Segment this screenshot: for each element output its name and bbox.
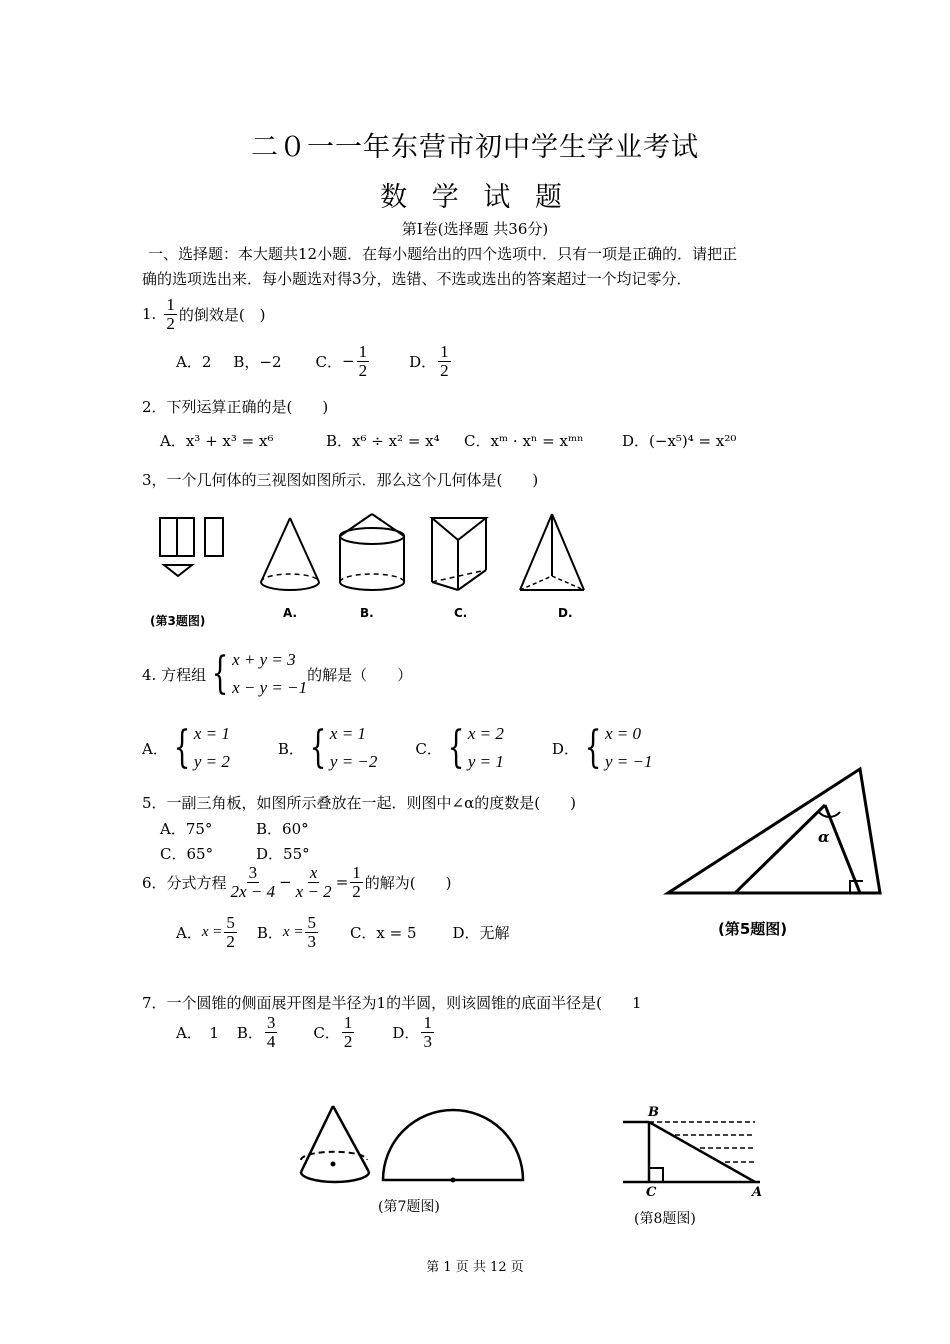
q6-option-a-fraction: $\frac{5}{2}$	[226, 913, 235, 951]
q6-minus: −	[279, 873, 292, 892]
q3-figures	[150, 510, 580, 620]
q4-option-a: { x = 1 y = 2	[173, 722, 230, 773]
q4-option-a-label: A．	[142, 739, 168, 758]
q7-option-b-fraction: $\frac{3}{4}$	[266, 1013, 276, 1051]
question-7: 7．一个圆锥的侧面展开图是半径为1的半圆，则该圆锥的底面半径是( 1	[142, 994, 642, 1012]
q6-option-a-label: A．	[176, 923, 202, 942]
q6-option-a-x: x =	[201, 923, 223, 940]
q4-system: { x + y = 3 x − y = −1	[211, 648, 308, 699]
q2-option-a: A．x³ + x³ = x⁶	[160, 432, 274, 450]
q4-number: 4. 方程组	[142, 665, 207, 684]
q6-number: 6．分式方程	[142, 873, 227, 892]
q6-option-b-fraction: $\frac{5}{3}$	[307, 913, 316, 951]
q1-option-c-label: C．	[315, 352, 343, 371]
q1-option-c-sign: −	[342, 352, 355, 371]
option-d-pyramid	[520, 514, 584, 590]
q6-option-d: D．无解	[452, 923, 510, 942]
q5-option-a: A．75°	[160, 820, 213, 838]
question-1	[142, 296, 266, 333]
q5-option-b: B．60°	[256, 820, 309, 838]
q3-label-d: D.	[558, 606, 573, 620]
q7-options	[176, 1014, 436, 1051]
side-view-rect	[205, 518, 223, 556]
q7-option-c-fraction: $\frac{1}{2}$	[343, 1013, 353, 1051]
q1-option-a: A．2	[176, 352, 212, 371]
q8-figure	[615, 1110, 765, 1190]
q1-option-b: B，−2	[233, 352, 282, 371]
q6-option-b-label: B．	[256, 923, 283, 942]
q6-option-b-x: x =	[282, 923, 304, 940]
section-intro-line2: 确的选项选出来．每小题选对得3分，选错、不选或选出的答案超过一个均记零分．	[142, 270, 692, 288]
q7-option-b-label: B．	[236, 1023, 263, 1042]
q8-label-c: C	[646, 1185, 657, 1200]
question-4	[142, 646, 412, 702]
q5-figure	[660, 765, 890, 905]
q4-option-c: { x = 2 y = 1	[447, 722, 504, 773]
q7-figure-caption: (第7题图)	[378, 1199, 440, 1215]
option-c-prism	[432, 518, 486, 590]
q1-option-c-fraction: $\frac{1}{2}$	[358, 342, 368, 380]
question-6	[142, 864, 451, 901]
q4-options	[142, 720, 652, 776]
q7-option-c-label: C．	[313, 1023, 340, 1042]
q5-figure-caption: (第5题图)	[718, 920, 788, 938]
q3-label-a: A.	[283, 606, 298, 620]
option-b-cylinder-cone	[340, 514, 404, 590]
q1-option-d-label: D．	[409, 352, 437, 371]
q2-option-c: C．xᵐ · xⁿ = xᵐⁿ	[464, 432, 584, 450]
page-footer: 第 1 页 共 12 页	[426, 1260, 524, 1275]
q6-options	[176, 914, 510, 951]
q5-option-d: D．55°	[256, 845, 310, 863]
q2-option-d: D．(−x⁵)⁴ = x²⁰	[622, 432, 737, 450]
q4-option-d: { x = 0 y = −1	[584, 722, 653, 773]
q6-fraction-2: $\frac{x}{x - 2}$	[295, 863, 332, 901]
question-2: 2．下列运算正确的是( )	[142, 398, 329, 416]
q7-option-d-fraction: $\frac{1}{3}$	[423, 1013, 432, 1051]
q1-fraction: $\frac{1}{2}$	[166, 295, 175, 333]
q5-angle-alpha: α	[818, 828, 830, 846]
q6-fraction-1: $\frac{3}{2x - 4}$	[230, 863, 276, 901]
q1-options	[176, 343, 453, 380]
section-intro-line1: 一、选择题：本大题共12小题．在每小题给出的四个选项中．只有一项是正确的．请把正	[148, 245, 738, 263]
q2-option-b: B．x⁶ ÷ x² = x⁴	[326, 432, 440, 450]
q1-stem: 的倒效是( )	[178, 305, 266, 324]
q8-label-a: A	[752, 1185, 763, 1200]
q8-figure-caption: (第8题图)	[634, 1211, 696, 1227]
q7-figure	[295, 1100, 535, 1190]
q3-label-c: C.	[454, 606, 468, 620]
q3-figure-caption: (第3题图)	[150, 614, 206, 628]
q8-label-b: B	[648, 1105, 659, 1120]
q6-fraction-3: $\frac{1}{2}$	[352, 863, 361, 901]
q6-equals: =	[335, 873, 349, 892]
q4-option-b-label: B．	[277, 739, 304, 758]
q7-option-d-label: D．	[392, 1023, 420, 1042]
volume-subtitle: 第Ⅰ卷(选择题 共36分)	[401, 220, 549, 238]
q4-tail: 的解是（ ）	[307, 665, 413, 684]
q7-option-a: A． 1	[176, 1023, 219, 1042]
top-view-triangle	[164, 565, 192, 576]
q6-tail: 的解为( )	[364, 873, 452, 892]
q4-option-c-label: C．	[415, 739, 442, 758]
question-5: 5．一副三角板，如图所示叠放在一起．则图中∠α的度数是( )	[142, 794, 576, 812]
option-a-cone	[261, 518, 319, 590]
q3-label-b: B.	[360, 606, 374, 620]
q1-number: 1.	[142, 305, 157, 324]
q1-option-d-fraction: $\frac{1}{2}$	[440, 342, 449, 380]
q4-option-d-label: D．	[551, 739, 579, 758]
q4-option-b: { x = 1 y = −2	[309, 722, 378, 773]
subject-title: 数 学 试 题	[380, 182, 570, 213]
q6-option-c: C．x = 5	[349, 923, 417, 942]
exam-title: 二０一一年东营市初中学生学业考试	[251, 132, 699, 163]
question-3: 3，一个几何体的三视图如图所示．那么这个几何体是( )	[142, 471, 539, 489]
q5-option-c: C．65°	[160, 845, 214, 863]
